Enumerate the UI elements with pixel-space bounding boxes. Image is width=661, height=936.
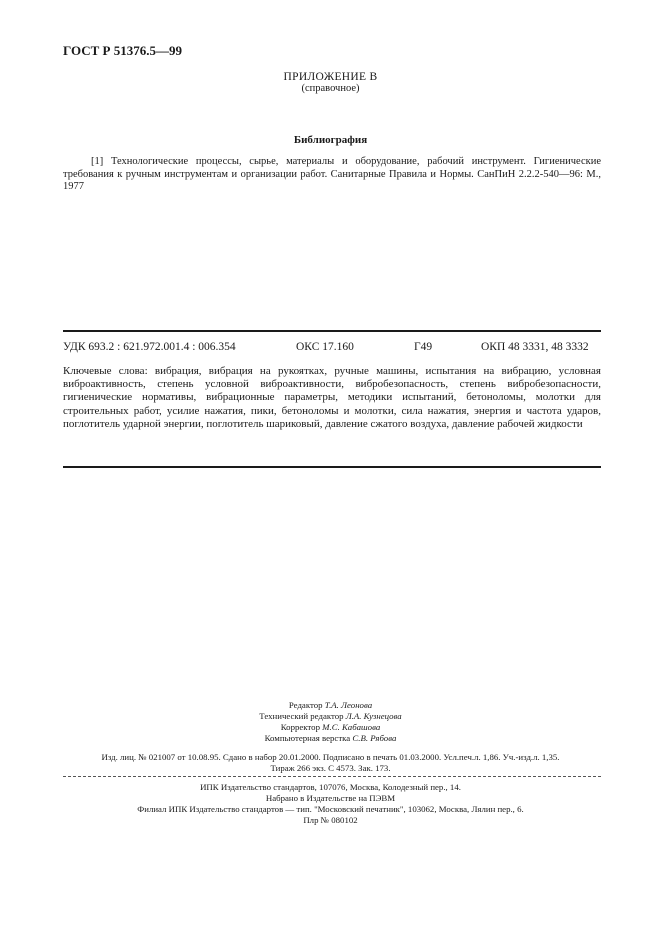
keywords-paragraph: Ключевые слова: вибрация, вибрация на рукоятках, ручные машины, испытания на вибрацию, условная виброактивность, степень условной виброактивности, вибробезопасность, степень вибробезопасности, гигиенические нормативы, вибрационные параметры, методики испытаний, бетоноломы, молотки для строительных работ, усилие нажатия, пики, бетоноломы и молотки, сила нажатия, энергия и частота ударов, поглотитель ударной энергии, поглотитель шариковый, давление сжатого воздуха, давление рабочей жидкости — [63, 365, 601, 430]
editor-label: Редактор — [288, 700, 323, 710]
corrector-name: М.С. Кабашова — [322, 722, 381, 732]
editor-name: Т.А. Леонова — [324, 700, 373, 710]
top-divider — [63, 330, 601, 332]
print-line-1: Изд. лиц. № 021007 от 10.08.95. Сдано в набор 20.01.2000. Подписано в печать 01.03.2000. Усл.печ.л. 1,86. Уч.-изд.л. 1,35. — [101, 752, 560, 762]
tech-editor-row — [0, 711, 661, 722]
editor-row — [0, 700, 661, 711]
bibliography-title: Библиография — [293, 134, 368, 146]
dashed-divider — [63, 776, 601, 777]
print-line-2: Тираж 266 экз. С 4573. Зак. 173. — [270, 763, 391, 773]
publisher-info — [0, 782, 661, 826]
appendix-note: (справочное) — [301, 83, 360, 94]
print-details — [0, 752, 661, 774]
publisher-line-2: Набрано в Издательстве на ПЭВМ — [265, 793, 396, 803]
staff-credits — [0, 700, 661, 744]
publisher-line-4: Плр № 080102 — [303, 815, 358, 825]
layout-label: Компьютерная верстка — [264, 733, 351, 743]
publisher-line-1: ИПК Издательство стандартов, 107076, Москва, Колодезный пер., 14. — [200, 782, 461, 792]
tech-editor-name: Л.А. Кузнецова — [345, 711, 402, 721]
tech-editor-label: Технический редактор — [259, 711, 344, 721]
appendix-title: ПРИЛОЖЕНИЕ В — [283, 71, 378, 83]
publisher-line-3: Филиал ИПК Издательство стандартов — тип. "Московский печатник", 103062, Москва, Лялин пер., 6. — [137, 804, 524, 814]
g-code: Г49 — [414, 341, 433, 353]
corrector-label: Корректор — [280, 722, 320, 732]
document-code: ГОСТ Р 51376.5—99 — [63, 43, 182, 58]
layout-row — [0, 733, 661, 744]
corrector-row — [0, 722, 661, 733]
bottom-divider — [63, 466, 601, 468]
bibliography-item: [1] Технологические процессы, сырье, материалы и оборудование, рабочий инструмент. Гигиенические требования к ручным инструментам и организации работ. Санитарные Правила и Нормы. СанПиН 2.2.2-540—96: М., 1977 — [63, 156, 601, 192]
udk-code: УДК 693.2 : 621.972.001.4 : 006.354 — [63, 341, 236, 353]
okp-code: ОКП 48 3331, 48 3332 — [481, 341, 589, 353]
oks-code: ОКС 17.160 — [296, 341, 354, 353]
layout-name: С.В. Рябова — [352, 733, 397, 743]
